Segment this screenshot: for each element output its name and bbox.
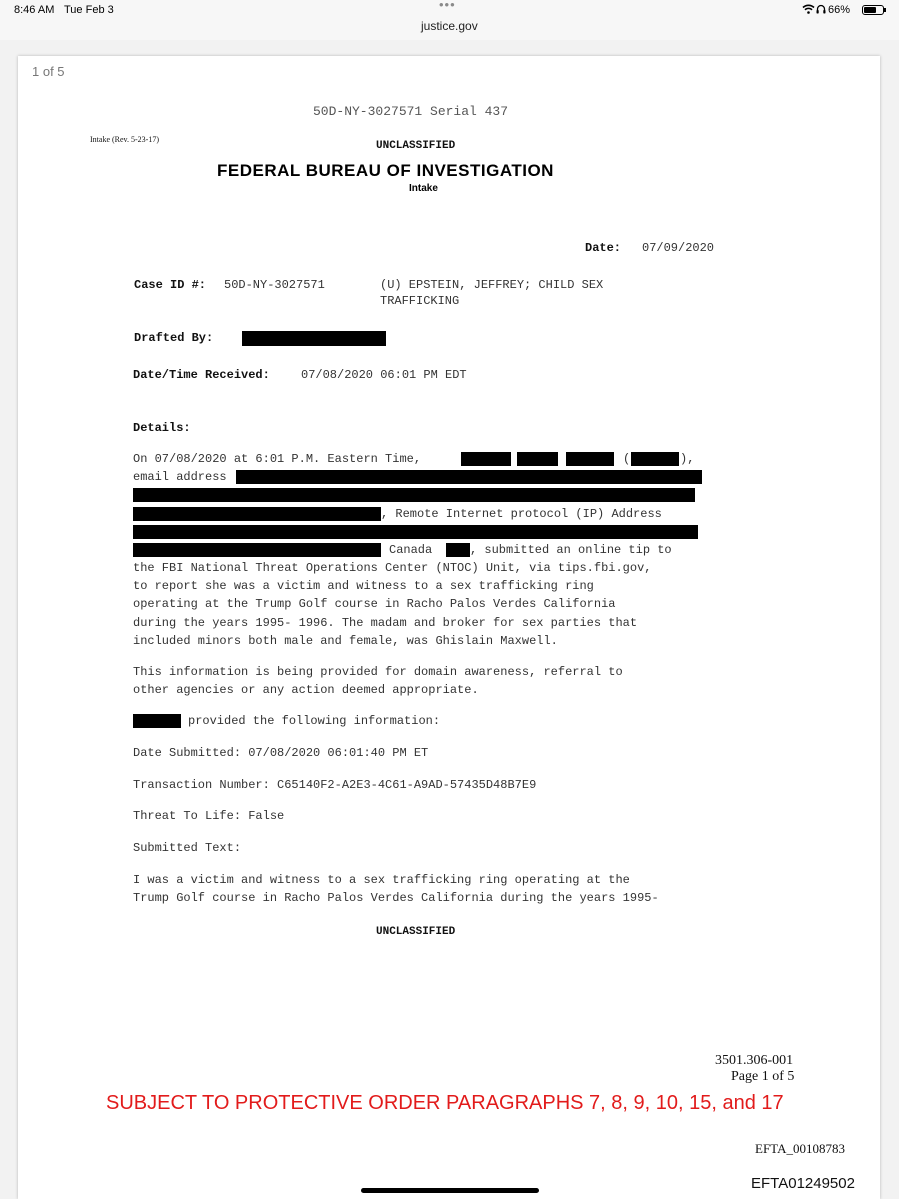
classification-bottom: UNCLASSIFIED [376, 926, 456, 938]
headphones-icon [816, 4, 826, 14]
document-page [18, 56, 880, 1199]
redaction-ip [133, 525, 698, 539]
battery-tip [884, 8, 886, 12]
form-name: Intake [409, 183, 438, 194]
p1-paren-close: ), [680, 452, 695, 466]
bates-number-1: EFTA_00108783 [755, 1141, 845, 1156]
received-label: Date/Time Received: [133, 368, 270, 382]
submitted-text-line-1: I was a victim and witness to a sex trafficking ring operating at the [133, 873, 630, 887]
details-label: Details: [133, 421, 191, 435]
p1-line-6b: , submitted an online tip to [470, 543, 672, 557]
battery-icon [862, 5, 884, 15]
p1-line-2: email address [133, 470, 227, 484]
status-bar [0, 0, 899, 40]
exhibit-number: 3501.306-001 [715, 1053, 794, 1068]
p1-line-4: , Remote Internet protocol (IP) Address [381, 507, 662, 521]
redaction-source [133, 714, 181, 728]
redaction [446, 543, 470, 557]
p1-paren-open: ( [623, 452, 631, 466]
received-value: 07/08/2020 06:01 PM EDT [301, 368, 467, 382]
redaction [133, 507, 381, 521]
p1-line-8: to report she was a victim and witness to a sex trafficking ring [133, 579, 594, 593]
redaction [133, 488, 695, 502]
p1-line-11: included minors both male and female, was Ghislain Maxwell. [133, 634, 558, 648]
p2-line-2: other agencies or any action deemed appropriate. [133, 683, 479, 697]
redaction [631, 452, 679, 466]
more-dots-icon[interactable]: ••• [439, 0, 456, 12]
battery-percent: 66% [828, 4, 851, 16]
p1-line-7: the FBI National Threat Operations Center (NTOC) Unit, via tips.fbi.gov, [133, 561, 652, 575]
p1-line-9: operating at the Trump Golf course in Racho Palos Verdes California [133, 597, 616, 611]
threat-to-life: Threat To Life: False [133, 809, 285, 823]
p3-line-1: provided the following information: [188, 714, 441, 728]
redaction [566, 452, 614, 466]
redaction [461, 452, 511, 466]
date-label: Date: [585, 241, 622, 255]
agency-title: FEDERAL BUREAU OF INVESTIGATION [217, 161, 554, 180]
status-date: Tue Feb 3 [64, 4, 114, 16]
status-time: 8:46 AM [14, 4, 55, 16]
protective-order-notice: SUBJECT TO PROTECTIVE ORDER PARAGRAPHS 7, 8, 9, 10, 15, and 17 [106, 1092, 784, 1114]
p1-line-1: On 07/08/2020 at 6:01 P.M. Eastern Time, [133, 452, 422, 466]
classification-top: UNCLASSIFIED [376, 140, 456, 152]
page-counter: 1 of 5 [32, 64, 65, 79]
redaction-drafted-by [242, 331, 386, 346]
redaction [133, 543, 381, 557]
case-id-value: 50D-NY-3027571 [224, 278, 325, 292]
wifi-icon [802, 4, 815, 14]
home-indicator[interactable] [361, 1188, 539, 1193]
date-submitted: Date Submitted: 07/08/2020 06:01:40 PM ET [133, 746, 429, 760]
p2-line-1: This information is being provided for domain awareness, referral to [133, 665, 623, 679]
exhibit-page: Page 1 of 5 [731, 1069, 795, 1084]
submitted-text-label: Submitted Text: [133, 841, 242, 855]
date-value: 07/09/2020 [642, 241, 715, 255]
address-bar-url[interactable]: justice.gov [421, 19, 478, 33]
submitted-text-line-2: Trump Golf course in Racho Palos Verdes California during the years 1995- [133, 891, 659, 905]
file-number: 50D-NY-3027571 Serial 437 [313, 104, 509, 119]
p1-line-6a: Canada [389, 543, 433, 557]
case-id-label: Case ID #: [134, 278, 207, 292]
p1-line-10: during the years 1995- 1996. The madam and broker for sex parties that [133, 616, 638, 630]
case-title-line-2: TRAFFICKING [380, 294, 460, 308]
battery-fill [864, 7, 876, 13]
transaction-number: Transaction Number: C65140F2-A2E3-4C61-A9AD-57435D48B7E9 [133, 778, 537, 792]
form-label: Intake (Rev. 5-23-17) [90, 135, 160, 144]
redaction-email [236, 470, 702, 484]
case-title-line-1: (U) EPSTEIN, JEFFREY; CHILD SEX [380, 278, 604, 292]
bates-number-2: EFTA01249502 [751, 1175, 855, 1192]
drafted-by-label: Drafted By: [134, 331, 214, 345]
redaction [517, 452, 558, 466]
